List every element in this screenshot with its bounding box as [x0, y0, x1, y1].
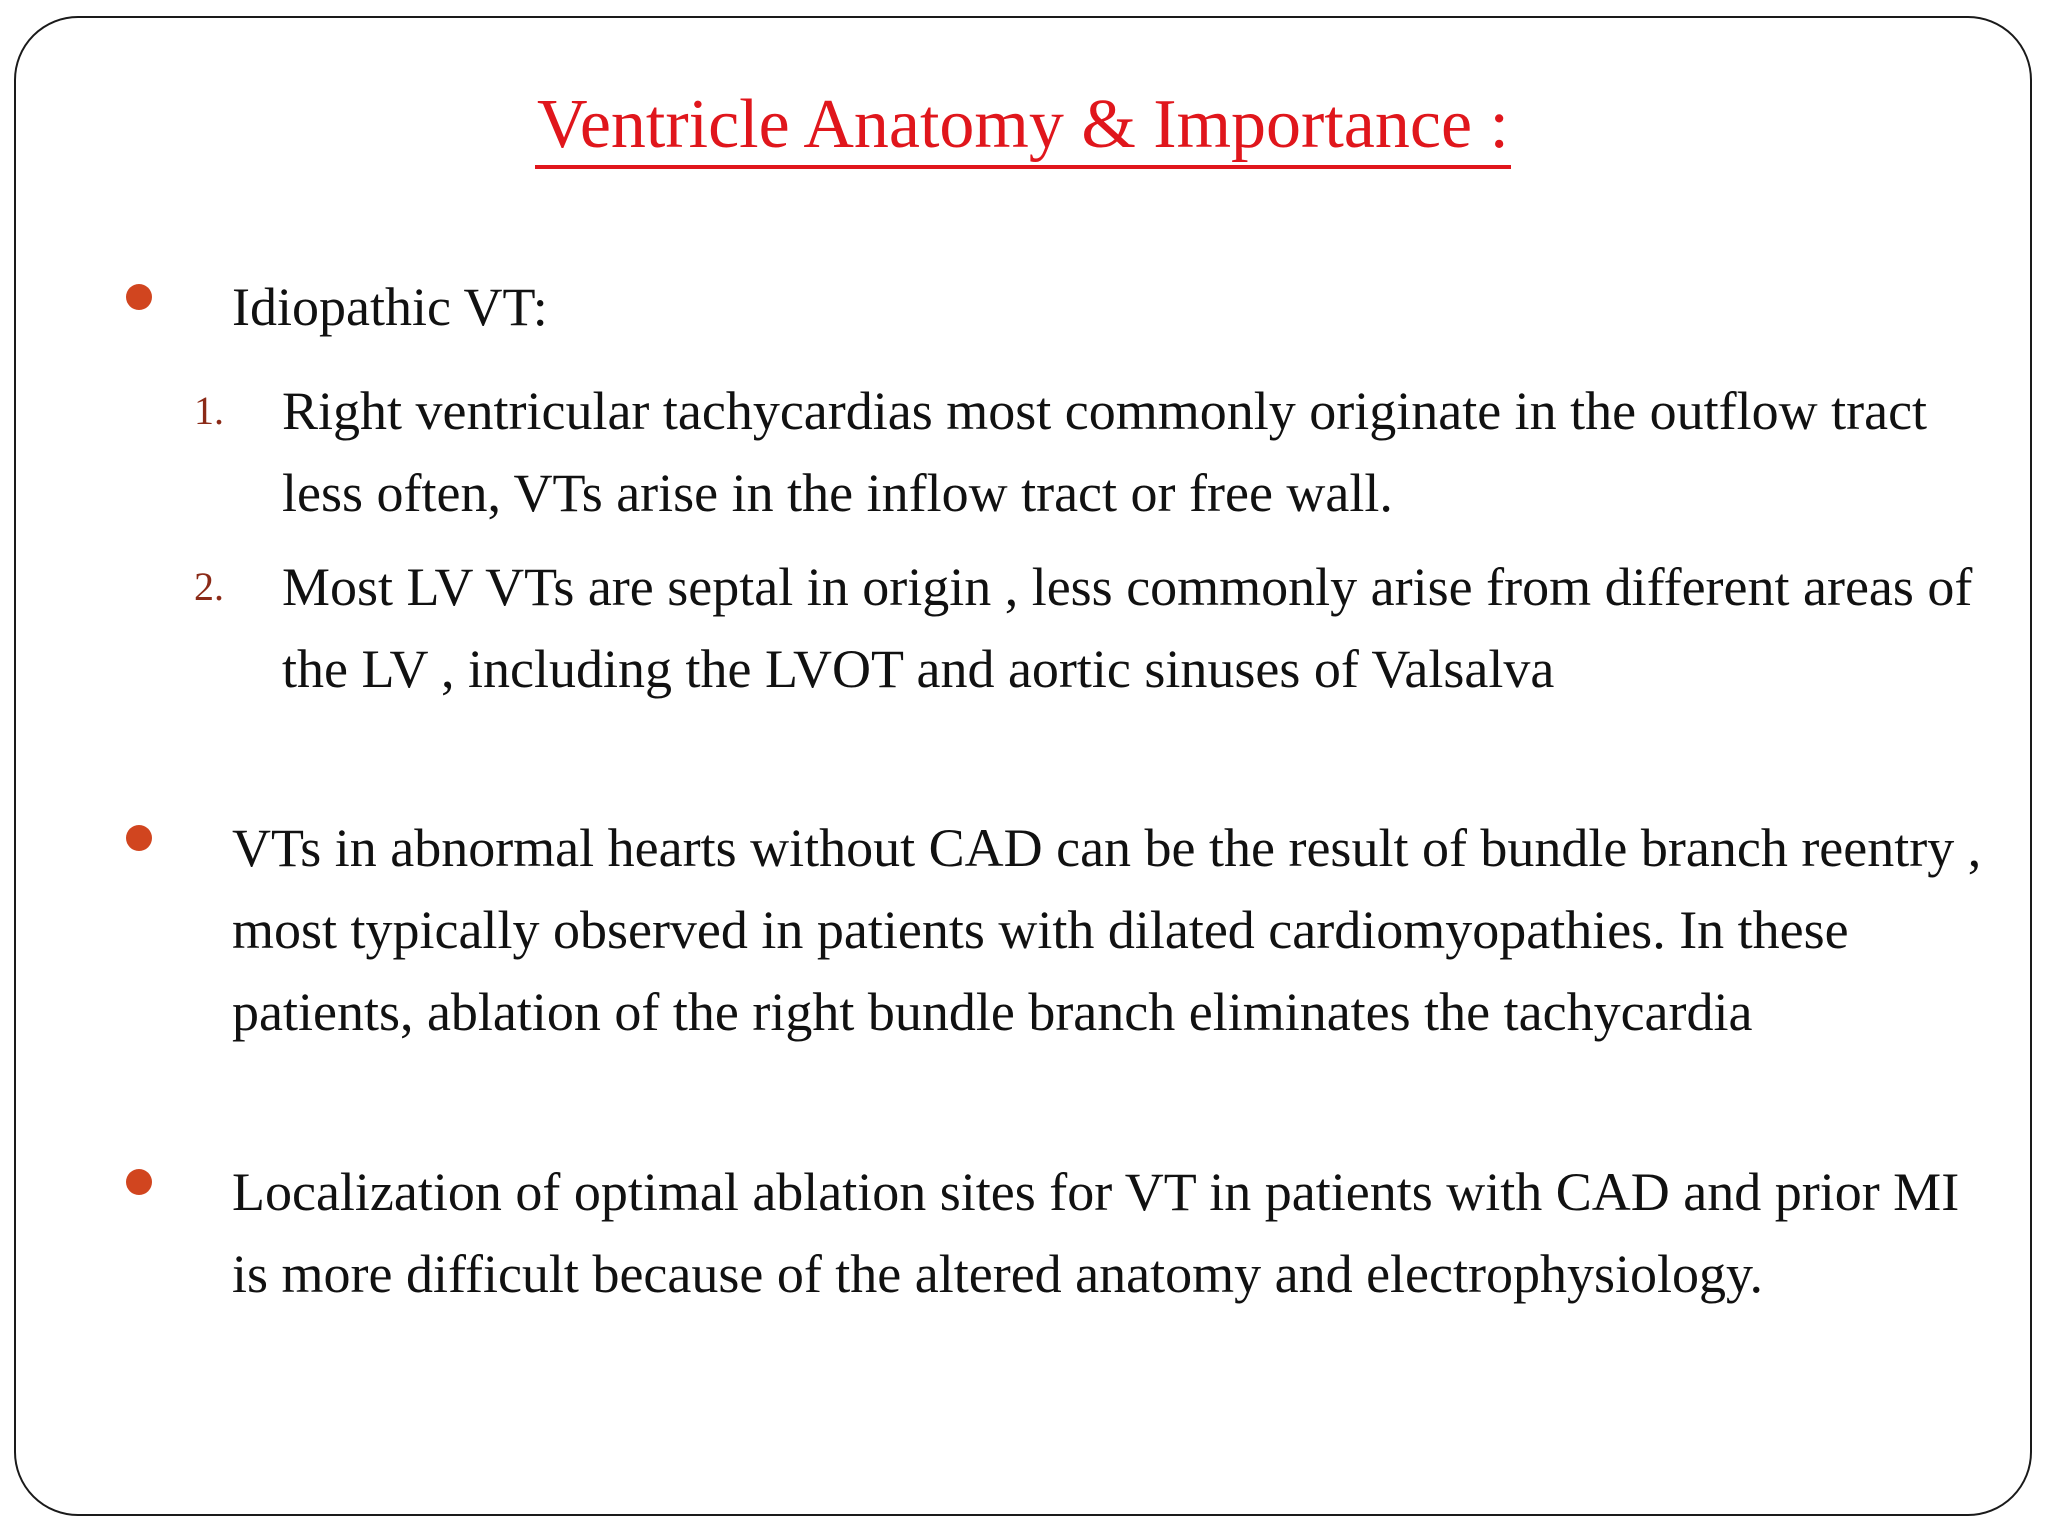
bullet-dot-icon: [126, 825, 152, 851]
bullet-text: Localization of optimal ablation sites for VT in patients with CAD and prior MI is more difficult because of the altered anatomy and electrophysiology.: [232, 1162, 1960, 1304]
list-number: 2.: [194, 564, 224, 609]
numbered-item-text: Right ventricular tachycardias most commonly originate in the outflow tract less often, VTs arise in the inflow tract or free wall.: [282, 381, 1928, 523]
slide: [14, 16, 2032, 1516]
list-number: 1.: [194, 388, 224, 433]
bullet-dot-icon: [126, 284, 152, 310]
slide-content: [16, 18, 2030, 1514]
bullet-text: VTs in abnormal hearts without CAD can be the result of bundle branch reentry , most typically observed in patients with dilated cardiomyopathies. In these patients, ablation of the right bundle branch eliminates the tachycardia: [232, 818, 1982, 1042]
bullet-dot-icon: [126, 1169, 152, 1195]
slide-title-text: Ventricle Anatomy & Importance :: [535, 86, 1511, 169]
numbered-item-text: Most LV VTs are septal in origin , less commonly arise from different areas of the LV , including the LVOT and aortic sinuses of Valsalva: [282, 557, 1973, 699]
bullet-text: Idiopathic VT:: [232, 277, 548, 337]
